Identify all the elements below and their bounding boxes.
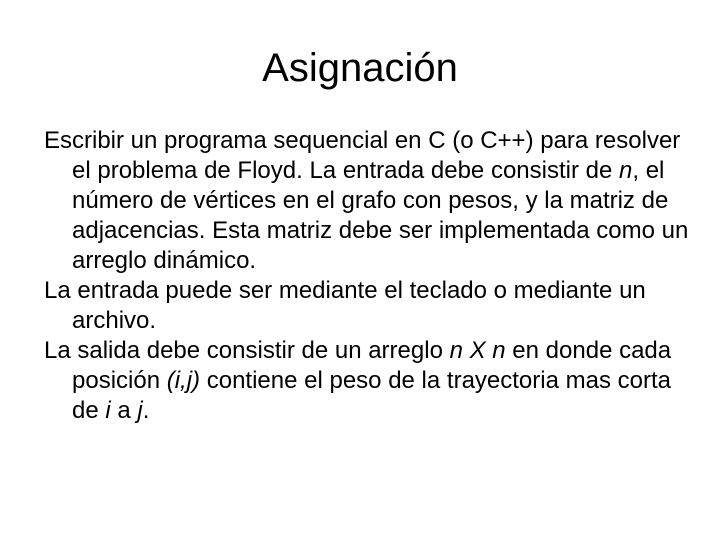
text-segment-italic: j [137,397,143,424]
text-segment: Escribir un programa sequencial en C (o C++) para resolver el problema de Floyd. La entrada debe consistir de [44,127,681,184]
paragraph-assignment-description [44,126,694,276]
text-segment: a [110,397,138,424]
text-segment: . [142,397,150,424]
slide-body [44,126,694,426]
slide-title: Asignación [262,46,458,90]
text-segment: contiene el peso de la trayectoria mas corta de [72,367,671,424]
text-segment: en donde cada posición [72,337,672,394]
text-segment-italic: i [105,397,111,424]
paragraph-output-description [44,336,694,426]
text-segment-italic: (i,j) [166,367,201,394]
text-segment: La entrada puede ser mediante el teclado o mediante un archivo. [44,277,646,334]
text-segment: La salida debe consistir de un arreglo [44,337,450,364]
text-segment-italic: n X n [449,337,506,364]
text-segment-italic: n [619,157,633,184]
paragraph-input-methods [44,276,694,336]
text-segment: , el número de vértices en el grafo con pesos, y la matriz de adjacencias. Esta matriz debe ser implementada como un arreglo dinámico. [72,157,689,274]
